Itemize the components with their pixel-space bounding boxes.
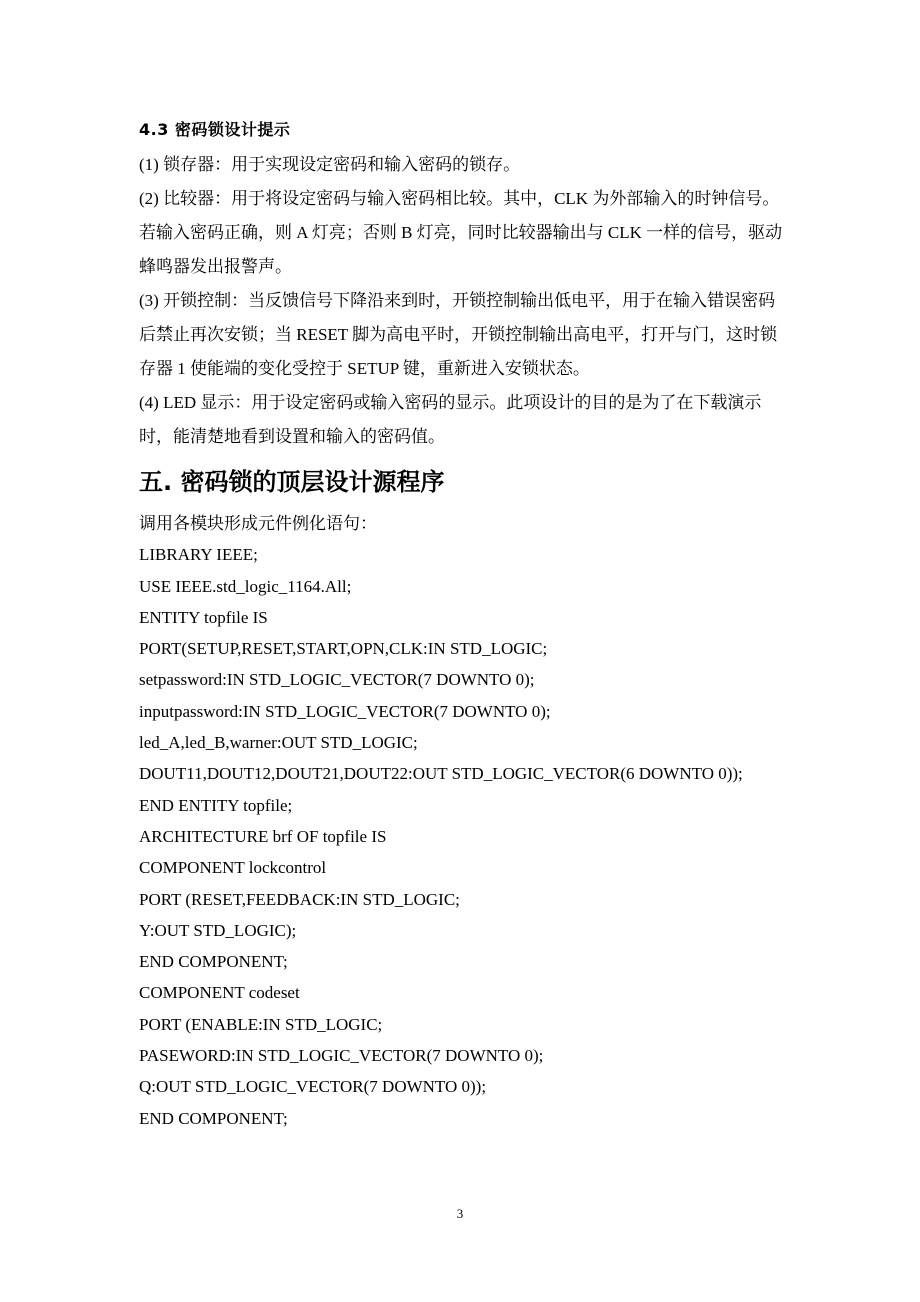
code-line: DOUT11,DOUT12,DOUT21,DOUT22:OUT STD_LOGIC_VECTOR(6 DOWNTO 0)); [139,764,743,784]
code-line: Y:OUT STD_LOGIC); [139,920,297,940]
code-line: inputpassword:IN STD_LOGIC_VECTOR(7 DOWNTO 0); [139,701,551,721]
hint-led-display: (4) LED 显示：用于设定密码或输入密码的显示。此项设计的目的是为了在下载演示时，能清楚地看到设置和输入的密码值。 [139,393,762,446]
code-line: COMPONENT codeset [139,983,300,1003]
page-number: 3 [456,1206,464,1221]
code-line: PORT (ENABLE:IN STD_LOGIC; [139,1014,383,1034]
code-line: setpassword:IN STD_LOGIC_VECTOR(7 DOWNTO 0); [139,670,535,690]
code-line: END COMPONENT; [139,952,288,972]
chapter-heading: 五. 密码锁的顶层设计源程序 [139,468,445,496]
code-line: PORT (RESET,FEEDBACK:IN STD_LOGIC; [139,889,460,909]
code-line: ARCHITECTURE brf OF topfile IS [139,826,387,846]
hint-latch: (1) 锁存器：用于实现设定密码和输入密码的锁存。 [139,155,521,174]
hint-comparator: (2) 比较器：用于将设定密码与输入密码相比较。其中，CLK 为外部输入的时钟信号。若输入密码正确，则 A 灯亮；否则 B 灯亮，同时比较器输出与 CLK 一样的信号，驱动蜂鸣器发出报警声。 [139,189,783,276]
chapter-intro: 调用各模块形成元件例化语句： [139,514,377,533]
code-line: PASEWORD:IN STD_LOGIC_VECTOR(7 DOWNTO 0); [139,1046,544,1066]
code-line: Q:OUT STD_LOGIC_VECTOR(7 DOWNTO 0)); [139,1077,487,1097]
code-line: LIBRARY IEEE; [139,545,258,565]
code-line: ENTITY topfile IS [139,607,268,627]
hint-unlock-control: (3) 开锁控制：当反馈信号下降沿来到时，开锁控制输出低电平，用于在输入错误密码后禁止再次安锁；当 RESET 脚为高电平时，开锁控制输出高电平，打开与门，这时锁存器 1 使能端的变化受控于 SETUP 键，重新进入安锁状态。 [139,291,778,378]
code-line: COMPONENT lockcontrol [139,858,327,878]
code-line: PORT(SETUP,RESET,START,OPN,CLK:IN STD_LOGIC; [139,639,548,659]
source-code-block [139,539,789,1134]
code-line: USE IEEE.std_logic_1164.All; [139,576,352,596]
code-line: led_A,led_B,warner:OUT STD_LOGIC; [139,733,418,753]
code-line: END ENTITY topfile; [139,795,293,815]
section-heading: 4.3 密码锁设计提示 [139,120,291,139]
code-line: END COMPONENT; [139,1108,288,1128]
document-page [139,112,789,1134]
